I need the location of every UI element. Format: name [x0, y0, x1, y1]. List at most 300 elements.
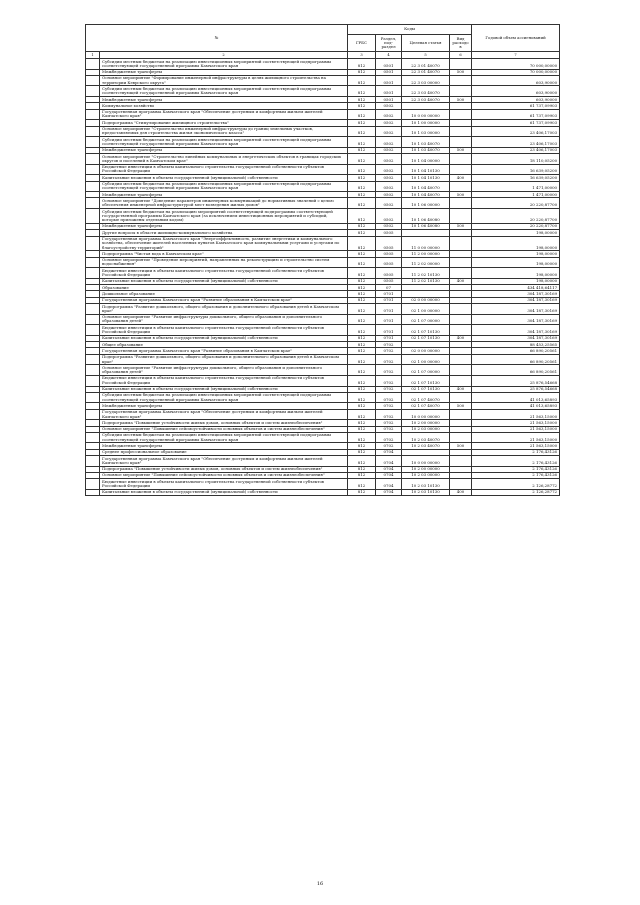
row-description: Основное мероприятие "Строительство инженерной инфраструктуры до границ земельных участков, предоставляемых для строительства жилья экономического класса"	[100, 126, 348, 137]
header-codes: Коды	[348, 25, 472, 35]
row-number	[86, 375, 100, 386]
row-amount: 21 563,15000	[472, 443, 560, 449]
column-number-1: 1	[86, 52, 100, 59]
row-vid: 500	[450, 97, 472, 103]
row-vid	[450, 365, 472, 376]
table-row	[86, 181, 560, 192]
row-vid	[450, 304, 472, 315]
row-target: 10 2 03 00000	[402, 426, 450, 432]
row-amount: 304 187,30169	[472, 335, 560, 341]
row-target: 10 1 00 00000	[402, 120, 450, 126]
row-amount: 23 406,17003	[472, 137, 560, 148]
row-target: 10 0 00 00000	[402, 409, 450, 420]
row-description: Образование	[100, 285, 348, 291]
row-number	[86, 154, 100, 165]
row-amount: 20 220,87700	[472, 223, 560, 229]
row-grbs: 812	[348, 230, 376, 236]
row-grbs: 812	[348, 137, 376, 148]
row-target: 02 1 00 00000	[402, 304, 450, 315]
row-grbs: 812	[348, 192, 376, 198]
row-description: Субсидии местным бюджетам на реализацию мероприятий соответствующей подпрограммы соответствующей государственной программы Камчатского края (за исключением инвестиционных мероприятий и субсидий, которые приложены отдельным кодом)	[100, 209, 348, 224]
row-amount: 61 737,09903	[472, 109, 560, 120]
row-target: 22 3 03 40070	[402, 86, 450, 97]
header-number: №	[86, 25, 348, 52]
row-amount: 66 890,20561	[472, 365, 560, 376]
table-row	[86, 375, 560, 386]
table-row	[86, 236, 560, 251]
row-grbs: 812	[348, 342, 376, 348]
row-description: Основное мероприятие "Развитие инфраструктуры дошкольного, общего образования и дополнительного образования детей"	[100, 365, 348, 376]
row-description: Основное мероприятие "Развитие инфраструктуры дошкольного, общего образования и дополнительного образования детей"	[100, 314, 348, 325]
row-vid	[450, 375, 472, 386]
row-grbs: 812	[348, 223, 376, 229]
column-number-3: 3	[348, 52, 376, 59]
row-vid: 500	[450, 443, 472, 449]
row-section: 0704	[376, 489, 402, 495]
row-amount: 41 013,65893	[472, 403, 560, 409]
table-row	[86, 154, 560, 165]
row-target: 11 2 02 10130	[402, 268, 450, 279]
row-section: 0502	[376, 137, 402, 148]
row-vid: 400	[450, 335, 472, 341]
row-section: 0505	[376, 230, 402, 236]
row-target: 10 1 06 00000	[402, 198, 450, 209]
row-grbs: 812	[348, 466, 376, 472]
row-target: 02 1 07 40070	[402, 403, 450, 409]
row-amount: 304 187,30169	[472, 297, 560, 303]
row-section: 0505	[376, 236, 402, 251]
row-section: 0501	[376, 75, 402, 86]
row-amount: 198,00000	[472, 236, 560, 251]
row-description: Среднее профессиональное образование	[100, 449, 348, 455]
row-target: 10 2 03 00000	[402, 472, 450, 478]
row-grbs: 812	[348, 426, 376, 432]
row-target: 22 3 03 40070	[402, 97, 450, 103]
row-amount: 198,00000	[472, 278, 560, 284]
row-target: 10 2 03 10130	[402, 479, 450, 490]
row-section: 0502	[376, 154, 402, 165]
row-description: Бюджетные инвестиции в объекты капитального строительства государственной собственности субъектов Российской Федерации	[100, 375, 348, 386]
budget-table	[85, 24, 560, 496]
row-target: 10 1 04 10130	[402, 175, 450, 181]
row-vid	[450, 137, 472, 148]
row-grbs: 812	[348, 285, 376, 291]
row-amount: 23 406,17003	[472, 126, 560, 137]
row-section: 0702	[376, 403, 402, 409]
row-description: Межбюджетные трансферты	[100, 403, 348, 409]
row-amount: 304 187,30169	[472, 314, 560, 325]
row-grbs: 812	[348, 257, 376, 268]
row-target: 11 0 00 00000	[402, 236, 450, 251]
row-section: 0502	[376, 120, 402, 126]
row-amount: 603,90000	[472, 86, 560, 97]
row-vid	[450, 392, 472, 403]
row-number	[86, 257, 100, 268]
row-vid	[450, 126, 472, 137]
table-row	[86, 432, 560, 443]
row-grbs: 812	[348, 456, 376, 467]
table-row	[86, 137, 560, 148]
row-target: 10 1 03 40070	[402, 147, 450, 153]
row-number	[86, 325, 100, 336]
row-section: 0702	[376, 342, 402, 348]
row-number	[86, 109, 100, 120]
table-row	[86, 126, 560, 137]
row-vid	[450, 409, 472, 420]
row-target: 22 3 01 40070	[402, 69, 450, 75]
row-vid	[450, 164, 472, 175]
row-amount: 23 406,17003	[472, 147, 560, 153]
row-vid: 500	[450, 403, 472, 409]
row-grbs: 812	[348, 86, 376, 97]
row-amount: 198,00000	[472, 251, 560, 257]
table-row	[86, 365, 560, 376]
row-section: 0701	[376, 304, 402, 315]
row-target: 11 2 00 00000	[402, 251, 450, 257]
row-target: 22 3 03 00000	[402, 75, 450, 86]
row-description: Субсидии местным бюджетам на реализацию инвестиционных мероприятий соответствующей подпрограммы соответствующей государственной программы Камчатского края	[100, 181, 348, 192]
row-amount: 1 471,00000	[472, 192, 560, 198]
row-target: 02 1 07 00000	[402, 365, 450, 376]
row-section: 0502	[376, 223, 402, 229]
row-amount: 304 187,30169	[472, 291, 560, 297]
row-grbs: 812	[348, 420, 376, 426]
row-vid: 400	[450, 278, 472, 284]
row-section: 0701	[376, 335, 402, 341]
row-grbs: 812	[348, 236, 376, 251]
row-vid	[450, 257, 472, 268]
row-vid	[450, 268, 472, 279]
row-amount: 21 563,15000	[472, 432, 560, 443]
row-amount: 16 639,05200	[472, 164, 560, 175]
header-section: Раздел, под-раздел	[376, 35, 402, 52]
row-description: Подпрограмма "Повышение устойчивости жилых домов, основных объектов и систем жизнеобеспечения"	[100, 420, 348, 426]
row-number	[86, 181, 100, 192]
row-number	[86, 489, 100, 495]
row-grbs: 812	[348, 325, 376, 336]
column-number-2: 2	[100, 52, 348, 59]
header-annual: Годовой объем ассигнований	[472, 25, 560, 52]
row-vid: 500	[450, 147, 472, 153]
row-amount: 41 013,65893	[472, 392, 560, 403]
table-row	[86, 489, 560, 495]
page-number: 16	[316, 881, 324, 887]
row-section: 0702	[376, 365, 402, 376]
row-description: Межбюджетные трансферты	[100, 147, 348, 153]
row-grbs: 812	[348, 181, 376, 192]
row-target: 10 1 06 40080	[402, 223, 450, 229]
row-description: Общее образование	[100, 342, 348, 348]
row-amount: 88 453,25565	[472, 342, 560, 348]
row-section: 0702	[376, 354, 402, 365]
table-row	[86, 479, 560, 490]
row-section: 0702	[376, 386, 402, 392]
row-number	[86, 432, 100, 443]
row-vid	[450, 314, 472, 325]
row-target: 11 2 02 10130	[402, 278, 450, 284]
row-description: Бюджетные инвестиции в объекты капитального строительства государственной собственности субъектов Российской Федерации	[100, 479, 348, 490]
row-number	[86, 268, 100, 279]
row-description: Дошкольное образование	[100, 291, 348, 297]
row-description: Государственная программа Камчатского края "Развитие образования в Камчатском крае"	[100, 297, 348, 303]
row-description: Капитальные вложения в объекты государственной (муниципальной) собственности	[100, 335, 348, 341]
row-section: 0702	[376, 443, 402, 449]
row-target: 02 1 07 00000	[402, 314, 450, 325]
row-amount: 304 187,30169	[472, 304, 560, 315]
row-grbs: 812	[348, 97, 376, 103]
row-section: 0701	[376, 291, 402, 297]
row-grbs: 812	[348, 489, 376, 495]
table-row	[86, 409, 560, 420]
column-number-7: 7	[472, 52, 560, 59]
row-grbs: 812	[348, 403, 376, 409]
row-grbs: 812	[348, 375, 376, 386]
row-grbs: 812	[348, 365, 376, 376]
row-vid	[450, 75, 472, 86]
row-amount: 2 126,28772	[472, 489, 560, 495]
row-vid	[450, 325, 472, 336]
table-row	[86, 209, 560, 224]
row-amount: 21 563,15000	[472, 420, 560, 426]
row-vid	[450, 354, 472, 365]
row-section: 0702	[376, 432, 402, 443]
row-section: 0704	[376, 456, 402, 467]
column-number-4: 4	[376, 52, 402, 59]
row-description: Капитальные вложения в объекты государственной (муниципальной) собственности	[100, 386, 348, 392]
row-amount: 1 471,00000	[472, 181, 560, 192]
row-section: 0702	[376, 409, 402, 420]
row-number	[86, 409, 100, 420]
row-target: 02 1 07 10130	[402, 325, 450, 336]
row-grbs: 812	[348, 304, 376, 315]
row-amount: 70 000,00000	[472, 69, 560, 75]
row-section: 0702	[376, 426, 402, 432]
table-body	[86, 59, 560, 496]
row-section: 0702	[376, 420, 402, 426]
row-description: Государственная программа Камчатского края "Обеспечение доступным и комфортным жильем жителей Камчатского края"	[100, 109, 348, 120]
row-grbs: 812	[348, 335, 376, 341]
row-amount: 2 176,43126	[472, 456, 560, 467]
row-section: 0505	[376, 251, 402, 257]
row-grbs: 812	[348, 154, 376, 165]
row-target: 11 2 02 00000	[402, 257, 450, 268]
table-row	[86, 304, 560, 315]
row-description: Государственная программа Камчатского края "Обеспечение доступным и комфортным жильем жителей Камчатского края"	[100, 409, 348, 420]
row-section: 0704	[376, 466, 402, 472]
table-row	[86, 198, 560, 209]
row-grbs: 812	[348, 472, 376, 478]
row-vid: 400	[450, 175, 472, 181]
row-description: Субсидии местным бюджетам на реализацию инвестиционных мероприятий соответствующей подпрограммы соответствующей государственной программы Камчатского края	[100, 137, 348, 148]
row-grbs: 812	[348, 297, 376, 303]
row-section: 0502	[376, 103, 402, 109]
row-number	[86, 456, 100, 467]
row-vid: 500	[450, 69, 472, 75]
row-grbs: 812	[348, 75, 376, 86]
row-section: 0701	[376, 314, 402, 325]
row-section: 0502	[376, 198, 402, 209]
row-amount: 16 639,05200	[472, 175, 560, 181]
row-amount: 25 876,54668	[472, 386, 560, 392]
row-section: 0702	[376, 392, 402, 403]
row-amount: 304 187,30169	[472, 325, 560, 336]
row-number	[86, 137, 100, 148]
header-target: Целевая статья	[402, 35, 450, 52]
row-number	[86, 314, 100, 325]
row-number	[86, 354, 100, 365]
row-description: Государственная программа Камчатского края "Обеспечение доступным и комфортным жильем жителей Камчатского края"	[100, 456, 348, 467]
row-target: 10 1 03 40070	[402, 137, 450, 148]
row-description: Подпрограмма "Чистая вода в Камчатском крае"	[100, 251, 348, 257]
row-vid	[450, 236, 472, 251]
row-grbs: 812	[348, 409, 376, 420]
row-target: 10 1 04 10130	[402, 164, 450, 175]
row-section: 0704	[376, 472, 402, 478]
row-description: Подпрограмма "Развитие дошкольного, общего образования и дополнительного образования детей в Камчатском крае"	[100, 354, 348, 365]
row-amount: 66 890,20561	[472, 348, 560, 354]
row-amount: 61 737,09903	[472, 103, 560, 109]
row-grbs: 812	[348, 109, 376, 120]
row-number	[86, 59, 100, 70]
row-grbs: 812	[348, 147, 376, 153]
row-number	[86, 198, 100, 209]
row-number	[86, 86, 100, 97]
row-section: 0505	[376, 268, 402, 279]
row-section: 0701	[376, 325, 402, 336]
row-amount: 18 110,05200	[472, 154, 560, 165]
row-description: Межбюджетные трансферты	[100, 223, 348, 229]
row-section: 0501	[376, 86, 402, 97]
row-description: Основное мероприятие "Формирование инженерной инфраструктуры в целях жилищного строительства на территории Кеврского округа"	[100, 75, 348, 86]
row-grbs: 812	[348, 164, 376, 175]
header-grbs: ГРБС	[348, 35, 376, 52]
row-target: 10 1 04 40070	[402, 192, 450, 198]
row-section: 0502	[376, 181, 402, 192]
row-amount: 2 176,43126	[472, 466, 560, 472]
row-vid	[450, 479, 472, 490]
row-number	[86, 126, 100, 137]
row-section: 0704	[376, 449, 402, 455]
row-target: 10 2 03 40070	[402, 443, 450, 449]
row-amount: 25 876,54668	[472, 375, 560, 386]
row-grbs: 812	[348, 126, 376, 137]
row-grbs: 812	[348, 354, 376, 365]
header-column-numbers	[86, 52, 560, 59]
row-target: 10 1 03 00000	[402, 126, 450, 137]
row-description: Основное мероприятие "Проведение мероприятий, направленных на реконструкцию и строительство систем водоснабжения"	[100, 257, 348, 268]
table-row	[86, 59, 560, 70]
row-description: Основное мероприятие "Повышение сейсмоустойчивости основных объектов и систем жизнеобеспечения"	[100, 472, 348, 478]
row-description: Подпрограмма "Развитие дошкольного, общего образования и дополнительного образования детей в Камчатском крае"	[100, 304, 348, 315]
row-amount: 603,90000	[472, 97, 560, 103]
row-description: Подпрограмма "Стимулирование жилищного строительства"	[100, 120, 348, 126]
row-section: 0501	[376, 97, 402, 103]
row-amount: 21 563,15000	[472, 409, 560, 420]
row-grbs: 812	[348, 103, 376, 109]
row-description: Субсидии местным бюджетам на реализацию инвестиционных мероприятий соответствующей подпрограммы соответствующей государственной программы Камчатского края	[100, 432, 348, 443]
row-target: 02 1 00 00000	[402, 354, 450, 365]
row-section: 0502	[376, 209, 402, 224]
row-grbs: 812	[348, 392, 376, 403]
table-row	[86, 325, 560, 336]
table-row	[86, 257, 560, 268]
row-target: 10 2 03 10130	[402, 489, 450, 495]
row-section: 0505	[376, 257, 402, 268]
row-description: Бюджетные инвестиции в объекты капитального строительства государственной собственности субъектов Российской Федерации	[100, 325, 348, 336]
column-number-6: 6	[450, 52, 472, 59]
row-grbs: 812	[348, 120, 376, 126]
row-grbs: 812	[348, 432, 376, 443]
row-description: Коммунальное хозяйство	[100, 103, 348, 109]
row-section: 0502	[376, 192, 402, 198]
table-row	[86, 75, 560, 86]
table-row	[86, 164, 560, 175]
row-grbs: 812	[348, 449, 376, 455]
row-target: 10 0 00 00000	[402, 109, 450, 120]
row-description: Межбюджетные трансферты	[100, 443, 348, 449]
row-grbs: 812	[348, 314, 376, 325]
row-vid	[450, 59, 472, 70]
row-amount: 20 220,87700	[472, 209, 560, 224]
row-description: Бюджетные инвестиции в объекты капитального строительства государственной собственности субъектов Российской Федерации	[100, 268, 348, 279]
row-section: 0502	[376, 126, 402, 137]
row-vid	[450, 181, 472, 192]
row-amount: 198,00000	[472, 230, 560, 236]
row-section: 0702	[376, 348, 402, 354]
row-section: 0501	[376, 69, 402, 75]
row-section: 0505	[376, 278, 402, 284]
row-section: 0501	[376, 59, 402, 70]
row-vid: 400	[450, 489, 472, 495]
row-vid	[450, 209, 472, 224]
row-description: Межбюджетные трансферты	[100, 69, 348, 75]
table-row	[86, 392, 560, 403]
row-amount: 21 563,15000	[472, 426, 560, 432]
row-vid	[450, 109, 472, 120]
row-target: 02 0 00 00000	[402, 348, 450, 354]
column-number-5: 5	[402, 52, 450, 59]
row-amount: 198,00000	[472, 268, 560, 279]
row-target: 10 2 00 00000	[402, 420, 450, 426]
row-target: 02 1 07 10130	[402, 386, 450, 392]
row-section: 0502	[376, 109, 402, 120]
row-description: Субсидии местным бюджетам на реализацию инвестиционных мероприятий соответствующей подпрограммы соответствующей государственной программы Камчатского края	[100, 86, 348, 97]
table-row	[86, 456, 560, 467]
row-amount: 2 126,28772	[472, 479, 560, 490]
row-description: Основное мероприятие "Повышение сейсмоустойчивости основных объектов и систем жизнеобеспечения"	[100, 426, 348, 432]
row-description: Другие вопросы в области жилищно-коммунального хозяйства	[100, 230, 348, 236]
row-vid: 400	[450, 386, 472, 392]
document-page	[85, 24, 559, 496]
row-amount: 434 418,64117	[472, 285, 560, 291]
header-vid: Вид расходов	[450, 35, 472, 52]
row-section: 0502	[376, 164, 402, 175]
row-target: 02 1 07 10130	[402, 335, 450, 341]
row-description: Капитальные вложения в объекты государственной (муниципальной) собственности	[100, 278, 348, 284]
row-grbs: 812	[348, 209, 376, 224]
row-grbs: 812	[348, 251, 376, 257]
row-number	[86, 365, 100, 376]
row-grbs: 812	[348, 198, 376, 209]
table-header	[86, 25, 560, 59]
row-description: Капитальные вложения в объекты государственной (муниципальной) собственности	[100, 175, 348, 181]
row-section: 0502	[376, 147, 402, 153]
row-amount: 603,90000	[472, 75, 560, 86]
row-description: Межбюджетные трансферты	[100, 97, 348, 103]
row-target: 02 0 00 00000	[402, 297, 450, 303]
row-section: 0704	[376, 479, 402, 490]
row-section: 0701	[376, 297, 402, 303]
